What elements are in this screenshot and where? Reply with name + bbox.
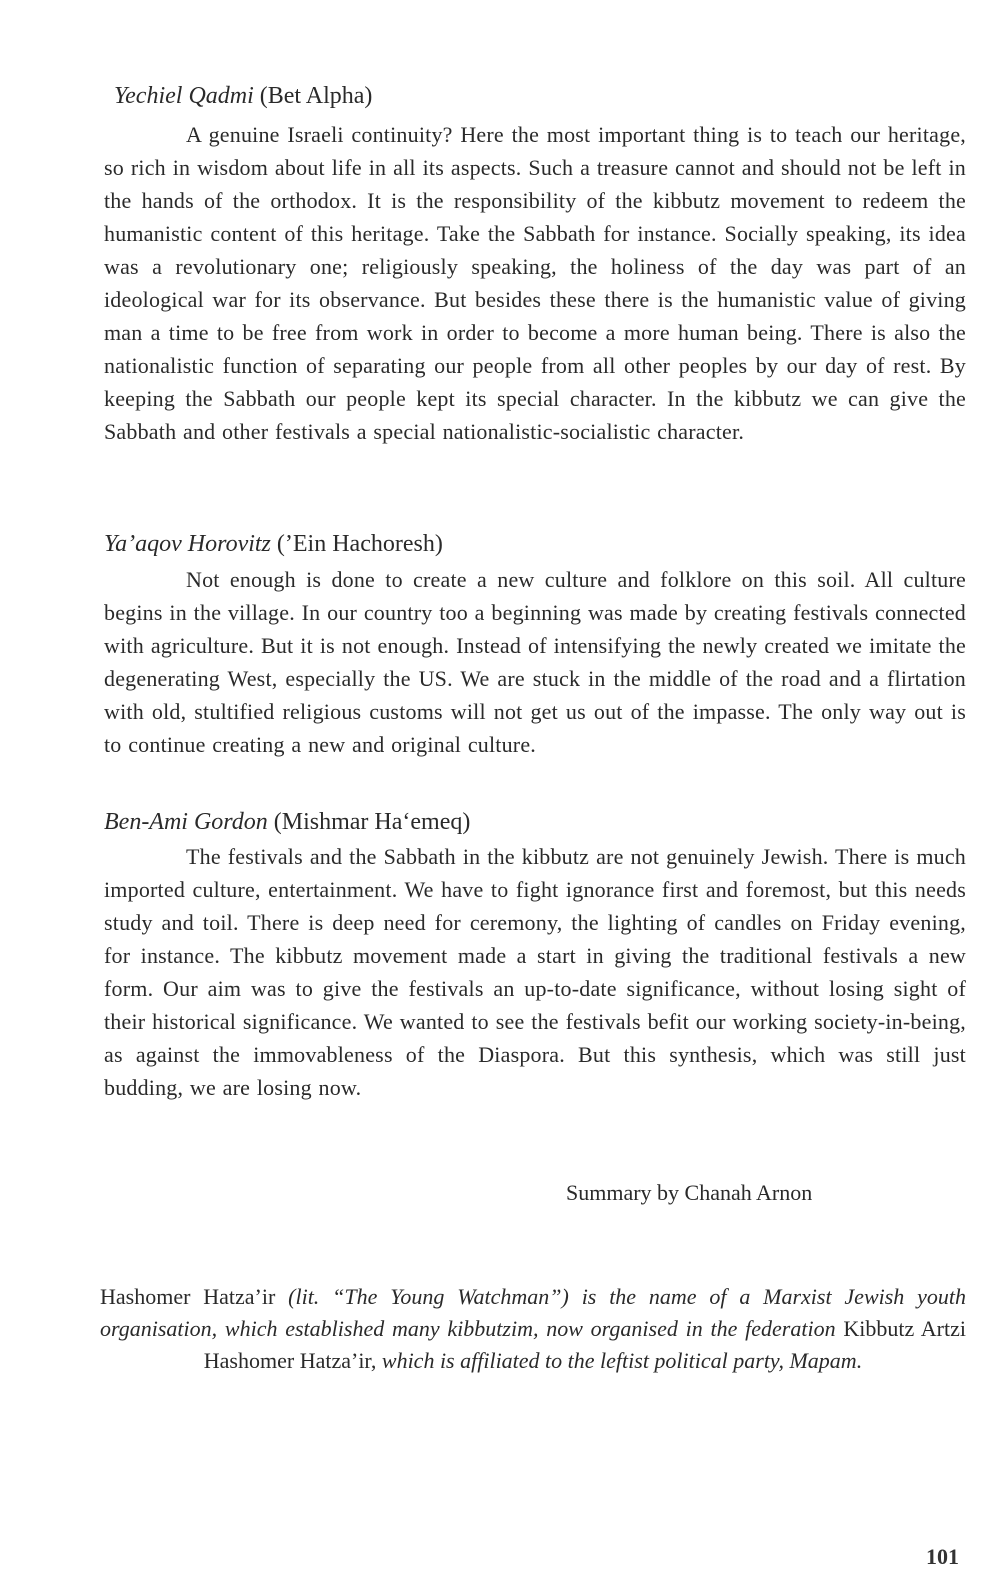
speaker-place: (Bet Alpha) — [259, 83, 373, 109]
paragraph-qadmi: A genuine Israeli continuity? Here the most important thing is to teach our heritage, so rich in wisdom about life in all its aspects. Such a treasure cannot and should not be left in the hands of the orthodox. It is the responsibility of the kibbutz movement to redeem the humanistic content of this heritage. Take the Sabbath for instance. Socially speaking, its idea was a revolutionary one; religiously speaking, the holiness of the day was part of an ideological war for its observance. But besides these there is the humanistic value of giving man a time to be free from work in order to become a more human being. There is also the nationalistic function of separating our people from all other peoples by our day of rest. By keeping the Sabbath our people kept its special character. In the kibbutz we can give the Sabbath and other festivals a special nationalistic-socialistic character. — [104, 122, 966, 444]
footnote — [100, 1281, 966, 1377]
footnote-explanation: (lit. “The Young Watchman”) is the name of a Marxist Jewish youth organisation, which established many kibbutzim, now organised in the federation — [100, 1284, 966, 1341]
speaker-place: (’Ein Hachoresh) — [276, 531, 443, 557]
speaker-heading-gordon — [104, 806, 966, 838]
speaker-place: (Mishmar Ha‘emeq) — [273, 809, 471, 835]
speaker-heading-horovitz — [104, 528, 966, 560]
footnote-term: Hashomer Hatza’ir — [100, 1284, 276, 1309]
footnote-affiliation: which is affiliated to the leftist political party, Mapam. — [381, 1348, 863, 1373]
summary-signature: Summary by Chanah Arnon — [566, 1180, 813, 1205]
speaker-name: Ya’aqov Horovitz — [104, 531, 271, 557]
speaker-heading-qadmi — [114, 80, 976, 112]
paragraph-gordon: The festivals and the Sabbath in the kibbutz are not genuinely Jewish. There is much imported culture, entertainment. We have to fight ignorance first and foremost, but this needs study and toil. There is deep need for ceremony, the lighting of candles on Friday evening, for instance. The kibbutz movement made a start in giving the traditional festivals a new form. Our aim was to give the festivals an up-to-date significance, without losing sight of their historical significance. We wanted to see the festivals befit our working society-in-being, as against the immovableness of the Diaspora. But this synthesis, which was still just budding, we are losing now. — [104, 844, 966, 1100]
paragraph-horovitz: Not enough is done to create a new culture and folklore on this soil. All culture begins in the village. In our country too a beginning was made by creating festivals connected with agriculture. But it is not enough. Instead of intensifying the newly created we imitate the degenerating West, especially the US. We are stuck in the middle of the road and a flirtation with old, stultified religious customs will not get us out of the impasse. The only way out is to continue creating a new and original culture. — [104, 567, 966, 757]
page-number: 101 — [926, 1544, 959, 1569]
speaker-name: Ben-Ami Gordon — [104, 809, 268, 835]
speaker-name: Yechiel Qadmi — [114, 83, 254, 109]
footnote-federation: Kibbutz Artzi Hashomer Hatza’ir, — [203, 1316, 966, 1373]
